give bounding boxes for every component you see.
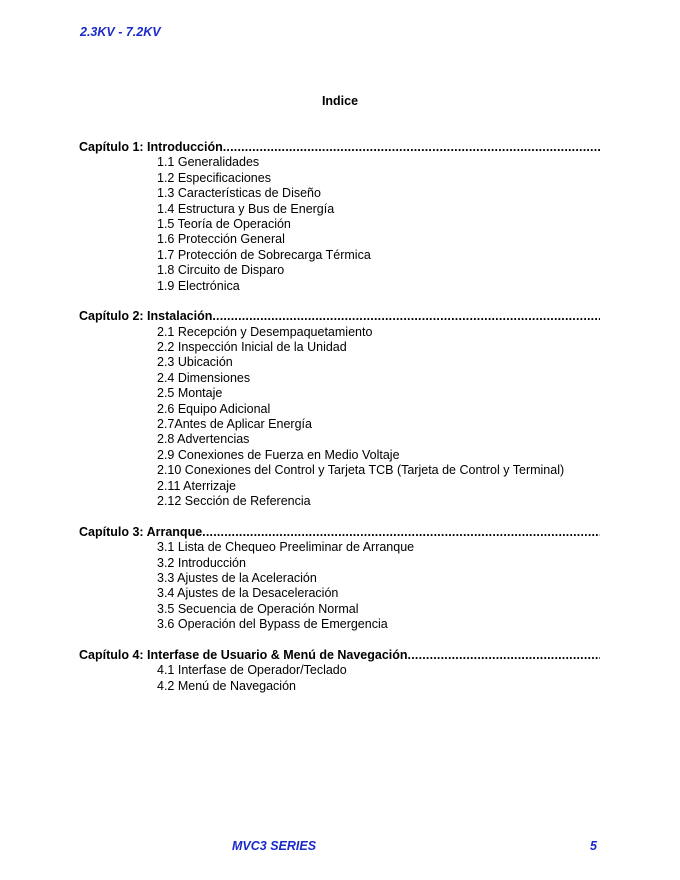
section-entry[interactable]: 1.5 Teoría de Operación xyxy=(157,216,291,231)
footer-series: MVC3 SERIES xyxy=(232,839,317,853)
chapter-heading[interactable] xyxy=(79,140,600,155)
section-entry[interactable]: 2.10 Conexiones del Control y Tarjeta TCB (Tarjeta de Control y Terminal) xyxy=(157,463,565,478)
section-entry[interactable]: 1.2 Especificaciones xyxy=(157,170,271,185)
chapter-title: Capítulo 1: Introducción xyxy=(79,140,223,154)
section-entry[interactable]: 1.6 Protección General xyxy=(157,232,285,247)
section-entry[interactable]: 2.3 Ubicación xyxy=(157,355,233,370)
section-entry[interactable]: 1.9 Electrónica xyxy=(157,278,240,293)
chapter-heading[interactable] xyxy=(79,309,600,324)
page-title: Indice xyxy=(321,94,359,108)
section-entry[interactable]: 2.12 Sección de Referencia xyxy=(157,493,311,508)
table-of-contents xyxy=(79,140,600,709)
section-entry[interactable]: 2.2 Inspección Inicial de la Unidad xyxy=(157,340,347,355)
section-entry[interactable]: 1.7 Protección de Sobrecarga Térmica xyxy=(157,247,371,262)
chapter-2 xyxy=(79,309,600,509)
section-entry[interactable]: 3.4 Ajustes de la Desaceleración xyxy=(157,586,339,601)
chapter-1 xyxy=(79,140,600,294)
dot-leader xyxy=(408,648,600,662)
section-entry[interactable]: 2.8 Advertencias xyxy=(157,432,250,447)
section-entry[interactable]: 1.3 Características de Diseño xyxy=(157,186,321,201)
chapter-title: Capítulo 3: Arranque xyxy=(79,524,203,539)
section-entry[interactable]: 1.1 Generalidades xyxy=(157,155,260,170)
chapter-title: Capítulo 4: Interfase de Usuario & Menú de Navegación xyxy=(79,647,408,662)
section-entry[interactable]: 2.4 Dimensiones xyxy=(157,370,251,385)
chapter-3 xyxy=(79,525,600,633)
section-entry[interactable]: 4.1 Interfase de Operador/Teclado xyxy=(157,663,347,678)
section-entry[interactable]: 3.2 Introducción xyxy=(157,555,246,570)
page-number: 5 xyxy=(590,839,597,853)
chapter-heading[interactable] xyxy=(79,525,600,540)
section-entry[interactable]: 2.11 Aterrizaje xyxy=(157,478,236,493)
chapter-4 xyxy=(79,648,600,694)
dot-leader xyxy=(223,140,600,154)
section-entry[interactable]: 2.9 Conexiones de Fuerza en Medio Voltaje xyxy=(157,447,400,462)
dot-leader xyxy=(212,309,600,323)
section-entry[interactable]: 2.6 Equipo Adicional xyxy=(157,401,271,416)
section-entry[interactable]: 2.7Antes de Aplicar Energía xyxy=(157,417,312,432)
section-entry[interactable]: 4.2 Menú de Navegación xyxy=(157,678,296,693)
section-entry[interactable]: 1.8 Circuito de Disparo xyxy=(157,263,285,278)
section-entry[interactable]: 2.5 Montaje xyxy=(157,386,223,401)
chapter-title: Capítulo 2: Instalación xyxy=(79,309,213,324)
chapter-heading[interactable] xyxy=(79,648,600,663)
section-entry[interactable]: 3.1 Lista de Chequeo Preeliminar de Arranque xyxy=(157,540,415,555)
dot-leader xyxy=(202,525,600,539)
section-entry[interactable]: 3.3 Ajustes de la Aceleración xyxy=(157,570,317,585)
header-title: 2.3KV - 7.2KV xyxy=(80,25,161,39)
section-entry[interactable]: 3.5 Secuencia de Operación Normal xyxy=(157,601,359,616)
section-entry[interactable]: 2.1 Recepción y Desempaquetamiento xyxy=(157,324,373,339)
section-entry[interactable]: 3.6 Operación del Bypass de Emergencia xyxy=(157,617,388,632)
section-entry[interactable]: 1.4 Estructura y Bus de Energía xyxy=(157,201,335,216)
